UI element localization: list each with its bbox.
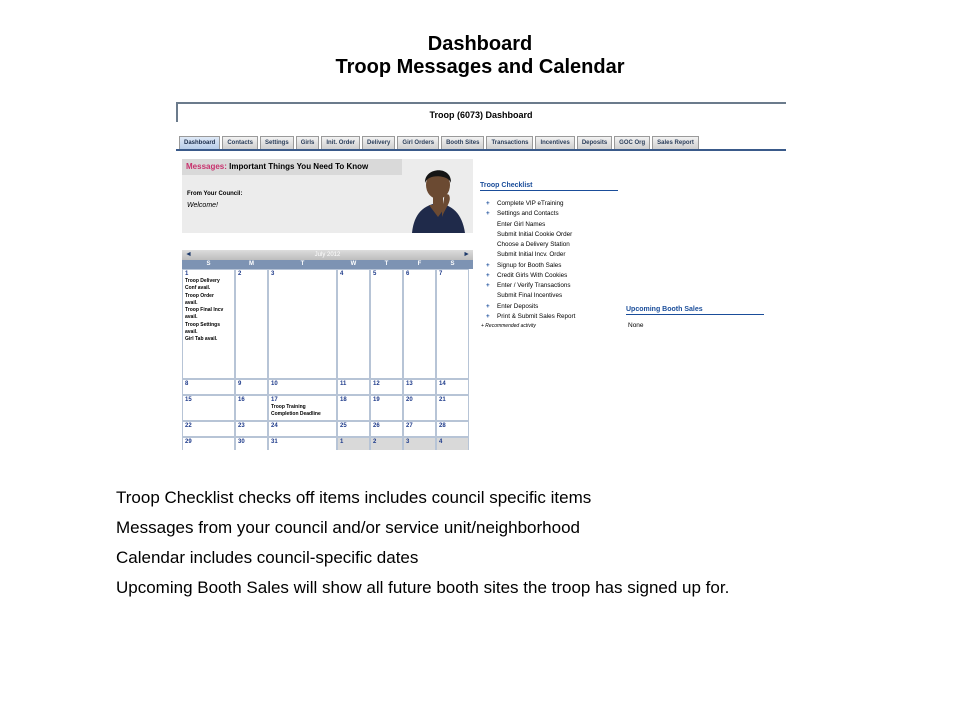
calendar-day-number: 19 [373, 397, 380, 403]
tab-girls[interactable]: Girls [296, 136, 320, 149]
bullet-list [116, 487, 796, 607]
calendar-day-cell[interactable] [182, 395, 235, 421]
calendar-day-cell[interactable] [337, 379, 370, 395]
calendar-day-cell[interactable] [436, 437, 469, 450]
slide-title [0, 33, 960, 79]
calendar-day-number: 29 [185, 439, 192, 445]
calendar-day-number: 27 [406, 423, 413, 429]
recommended-plus-icon: + [486, 261, 490, 269]
calendar-day-cell[interactable] [235, 421, 268, 437]
calendar-day-number: 22 [185, 423, 192, 429]
recommended-plus-icon: + [486, 282, 490, 289]
calendar-next-icon[interactable]: ► [463, 251, 470, 258]
calendar-day-number: 2 [373, 439, 377, 445]
checklist-item[interactable] [486, 240, 656, 250]
checklist-item[interactable] [486, 220, 656, 230]
checklist-item[interactable] [486, 291, 656, 301]
messages-text: Welcome! [187, 202, 218, 209]
calendar-day-number: 30 [238, 439, 245, 445]
calendar-day-cell[interactable] [436, 269, 469, 379]
tab-goc-org[interactable]: GOC Org [614, 136, 650, 149]
recommended-plus-icon: + [486, 210, 490, 218]
calendar-day-number: 4 [340, 271, 344, 277]
tab-booth-sites[interactable]: Booth Sites [441, 136, 484, 149]
weekday-label: W [350, 261, 357, 267]
calendar-day-cell[interactable] [182, 379, 235, 395]
calendar-prev-icon[interactable]: ◄ [185, 251, 192, 258]
calendar-day-number: 16 [238, 397, 245, 403]
calendar-day-cell[interactable] [235, 395, 268, 421]
calendar-day-number: 26 [373, 423, 380, 429]
tab-girl-orders[interactable]: Girl Orders [397, 136, 439, 149]
calendar-day-number: 14 [439, 381, 446, 387]
calendar-day-number: 28 [439, 423, 446, 429]
weekday-label: S [206, 261, 211, 267]
calendar [182, 250, 473, 450]
tab-bar [179, 136, 699, 149]
calendar-day-cell[interactable] [268, 269, 337, 379]
calendar-day-cell[interactable] [182, 437, 235, 450]
checklist-item-label: Complete VIP eTraining [497, 200, 564, 207]
checklist-item[interactable] [486, 261, 656, 271]
calendar-day-cell[interactable] [403, 421, 436, 437]
tab-contacts[interactable]: Contacts [222, 136, 258, 149]
calendar-day-number: 13 [406, 381, 413, 387]
calendar-day-cell[interactable] [436, 379, 469, 395]
recommended-plus-icon: + [486, 302, 490, 310]
calendar-day-number: 6 [406, 271, 410, 277]
calendar-day-cell[interactable] [337, 437, 370, 450]
calendar-grid [182, 269, 473, 450]
checklist-item[interactable] [486, 281, 656, 291]
checklist-item-label: Credit Girls With Cookies [497, 271, 568, 279]
calendar-month: July 2012 [314, 252, 341, 258]
calendar-weekdays [182, 260, 473, 269]
checklist-title: Troop Checklist [480, 182, 618, 191]
dashboard-page-title: Troop (6073) Dashboard [429, 110, 533, 120]
calendar-day-cell[interactable] [403, 437, 436, 450]
calendar-day-cell[interactable] [268, 421, 337, 437]
calendar-day-cell[interactable] [436, 395, 469, 421]
calendar-day-number: 18 [340, 397, 347, 403]
calendar-day-number: 3 [271, 271, 275, 277]
calendar-day-number: 21 [439, 397, 446, 403]
calendar-day-number: 17 [271, 397, 278, 403]
weekday-label: T [300, 261, 305, 267]
calendar-day-number: 7 [439, 271, 443, 277]
checklist-item[interactable] [486, 230, 656, 240]
checklist-item-label: Enter / Verify Transactions [497, 282, 571, 289]
calendar-event-note: Troop Training Completion Deadline [271, 404, 321, 418]
messages-panel [182, 159, 473, 233]
recommended-plus-icon: + [486, 312, 490, 320]
checklist-item[interactable] [486, 209, 656, 219]
calendar-day-cell[interactable] [235, 379, 268, 395]
calendar-day-number: 12 [373, 381, 380, 387]
calendar-day-cell[interactable] [370, 421, 403, 437]
messages-label: Messages: [186, 162, 227, 171]
calendar-day-number: 2 [238, 271, 242, 277]
calendar-nav [182, 250, 473, 260]
calendar-day-cell[interactable] [182, 421, 235, 437]
weekday-label: T [384, 261, 389, 267]
calendar-day-cell[interactable] [370, 437, 403, 450]
messages-heading: Important Things You Need To Know [229, 162, 369, 171]
calendar-day-number: 24 [271, 423, 278, 429]
calendar-day-number: 9 [238, 381, 242, 387]
tab-transactions[interactable]: Transactions [486, 136, 533, 149]
calendar-day-cell[interactable] [268, 379, 337, 395]
tab-delivery[interactable]: Delivery [362, 136, 395, 149]
calendar-day-number: 11 [340, 381, 347, 387]
booth-sales-title: Upcoming Booth Sales [626, 306, 764, 315]
checklist-note: + Recommended activity [481, 323, 536, 329]
checklist [486, 199, 656, 322]
calendar-day-cell[interactable] [403, 395, 436, 421]
calendar-day-cell[interactable] [268, 437, 337, 450]
calendar-day-number: 23 [238, 423, 245, 429]
tab-incentives[interactable]: Incentives [535, 136, 574, 149]
calendar-day-number: 3 [406, 439, 410, 445]
bullet-item: Upcoming Booth Sales will show all future booth sites the troop has signed up for. [116, 578, 730, 597]
calendar-day-number: 5 [373, 271, 377, 277]
slide-title-line1: Dashboard [427, 33, 533, 55]
recommended-plus-icon: + [486, 200, 490, 207]
calendar-day-cell[interactable] [436, 421, 469, 437]
slide-title-line2: Troop Messages and Calendar [335, 56, 625, 78]
calendar-day-cell[interactable] [337, 421, 370, 437]
calendar-day-number: 1 [185, 271, 189, 277]
checklist-item[interactable] [486, 250, 656, 260]
tab-dashboard[interactable]: Dashboard [179, 136, 220, 149]
bullet-item: Troop Checklist checks off items includes council specific items [116, 488, 592, 507]
calendar-event-note: Troop Delivery Conf avail. Troop Order avail. Troop Final Incv avail. Troop Settings avail. Girl Tab avail. [185, 278, 224, 343]
checklist-item-label: Submit Final Incentives [497, 292, 563, 300]
calendar-day-cell[interactable] [337, 269, 370, 379]
woman-photo [402, 159, 473, 233]
calendar-day-number: 31 [271, 439, 278, 445]
checklist-item-label: Signup for Booth Sales [497, 261, 562, 269]
tab-settings[interactable]: Settings [260, 136, 294, 149]
calendar-day-cell[interactable] [337, 395, 370, 421]
bullet-item: Calendar includes council-specific dates [116, 548, 419, 567]
bullet-item: Messages from your council and/or service unit/neighborhood [116, 518, 580, 537]
checklist-item-label: Submit Initial Cookie Order [497, 230, 573, 238]
messages-from: From Your Council: [187, 191, 243, 197]
tab-init-order[interactable]: Init. Order [321, 136, 360, 149]
checklist-item-label: Print & Submit Sales Report [497, 312, 576, 320]
checklist-item-label: Enter Deposits [497, 302, 539, 310]
calendar-day-cell[interactable] [370, 395, 403, 421]
calendar-day-cell[interactable] [182, 269, 235, 379]
calendar-day-cell[interactable] [268, 395, 337, 421]
calendar-day-number: 4 [439, 439, 443, 445]
calendar-day-number: 1 [340, 439, 344, 445]
calendar-day-number: 25 [340, 423, 347, 429]
checklist-item-label: Enter Girl Names [497, 220, 546, 228]
calendar-day-cell[interactable] [370, 379, 403, 395]
calendar-day-cell[interactable] [235, 269, 268, 379]
checklist-item-label: Settings and Contacts [497, 210, 559, 218]
checklist-item-label: Submit Initial Incv. Order [497, 251, 566, 259]
window-top-border [176, 102, 786, 104]
calendar-day-cell[interactable] [403, 269, 436, 379]
calendar-day-number: 15 [185, 397, 192, 403]
checklist-item[interactable] [486, 271, 656, 281]
booth-sales-value: None [628, 322, 644, 329]
dashboard-screenshot [176, 102, 786, 450]
tab-sales-report[interactable]: Sales Report [652, 136, 699, 149]
recommended-plus-icon: + [486, 271, 490, 279]
calendar-day-cell[interactable] [370, 269, 403, 379]
weekday-label: S [450, 261, 455, 267]
tab-deposits[interactable]: Deposits [577, 136, 612, 149]
tab-bar-underline [176, 149, 786, 151]
checklist-item-label: Choose a Delivery Station [497, 241, 570, 248]
calendar-day-number: 10 [271, 381, 278, 387]
calendar-day-number: 8 [185, 381, 189, 387]
weekday-label: M [249, 261, 254, 267]
calendar-day-cell[interactable] [403, 379, 436, 395]
calendar-day-number: 20 [406, 397, 413, 403]
checklist-item[interactable] [486, 199, 656, 209]
weekday-label: F [417, 261, 422, 267]
calendar-day-cell[interactable] [235, 437, 268, 450]
